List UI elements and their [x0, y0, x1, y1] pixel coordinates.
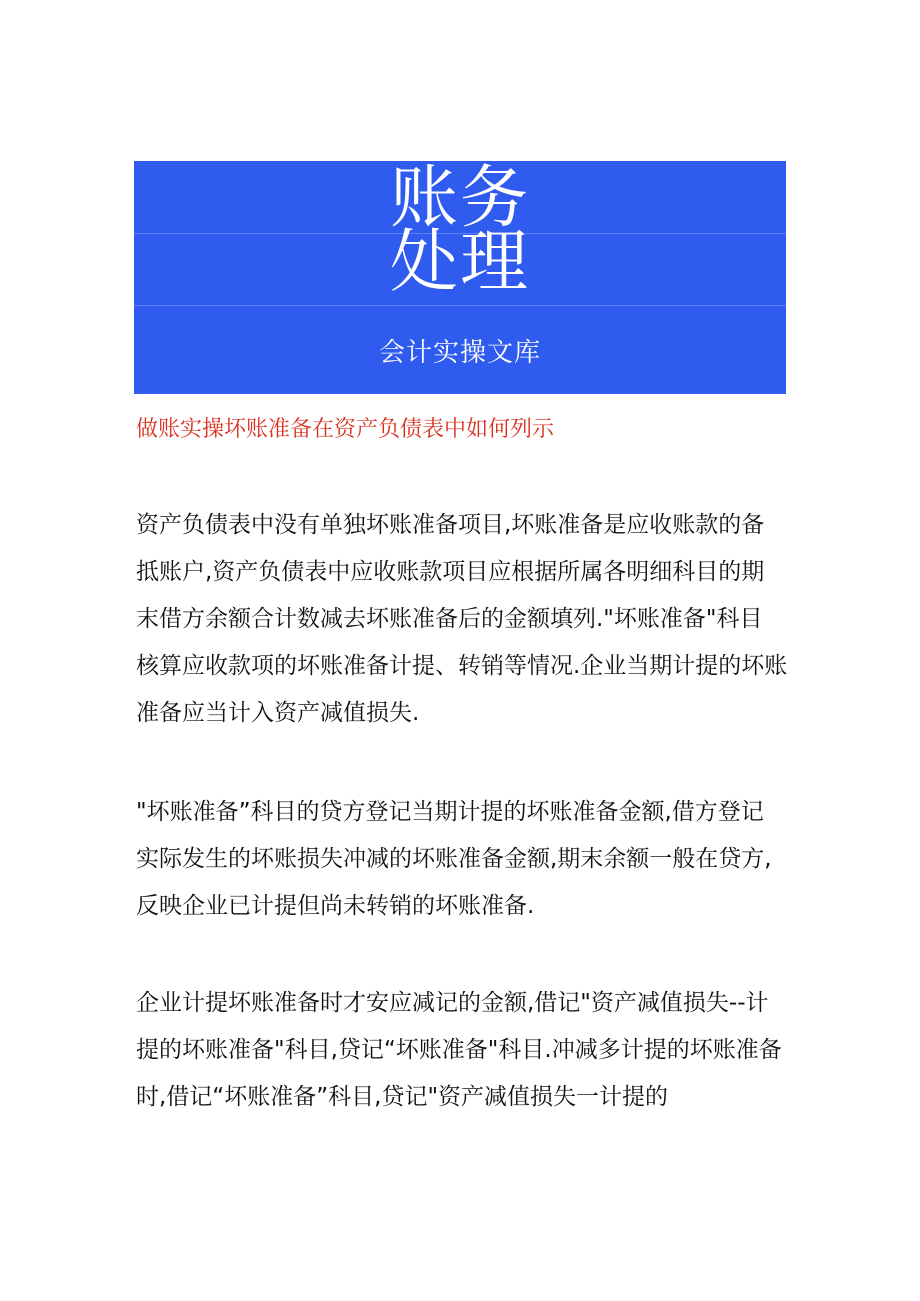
paragraph-line: 资产负债表中没有单独坏账准备项目,坏账准备是应收账款的备 [136, 512, 765, 538]
paragraph-line: 抵账户,资产负债表中应收账款项目应根据所属各明细科目的期 [136, 559, 765, 585]
paragraph-2 [136, 789, 788, 930]
paragraph-3 [136, 980, 788, 1121]
paragraph-line: 实际发生的坏账损失冲减的坏账准备金额,期末余额一般在贷方, [136, 846, 772, 872]
paragraph-line: 反映企业已计提但尚未转销的坏账准备. [136, 893, 535, 919]
paragraph-line: 提的坏账准备"科目,贷记“坏账准备"科目.冲减多计提的坏账准备 [136, 1037, 782, 1063]
banner-subtitle: 会计实操文库 [378, 338, 541, 368]
paragraph-line: 核算应收款项的坏账准备计提、转销等情况.企业当期计提的坏账 [136, 653, 788, 679]
paragraph-line: 准备应当计入资产减值损失. [136, 700, 420, 726]
paragraph-1 [136, 502, 788, 737]
banner-divider [134, 305, 786, 306]
cover-banner [134, 161, 786, 394]
paragraph-line: 末借方余额合计数减去坏账准备后的金额填列."坏账准备"科目 [136, 606, 763, 632]
banner-title-line2: 处理 [389, 223, 530, 302]
paragraph-line: 企业计提坏账准备时才安应减记的金额,借记"资产减值损失--计 [136, 990, 769, 1016]
paragraph-line: 时,借记“坏账准备”科目,贷记"资产减值损失一计提的 [136, 1084, 669, 1110]
document-title: 做账实操坏账准备在资产负债表中如何列示 [136, 417, 555, 442]
paragraph-line: "坏账准备”科目的贷方登记当期计提的坏账准备金额,借方登记 [136, 799, 764, 825]
banner-title-line1: 账务 [389, 161, 530, 238]
